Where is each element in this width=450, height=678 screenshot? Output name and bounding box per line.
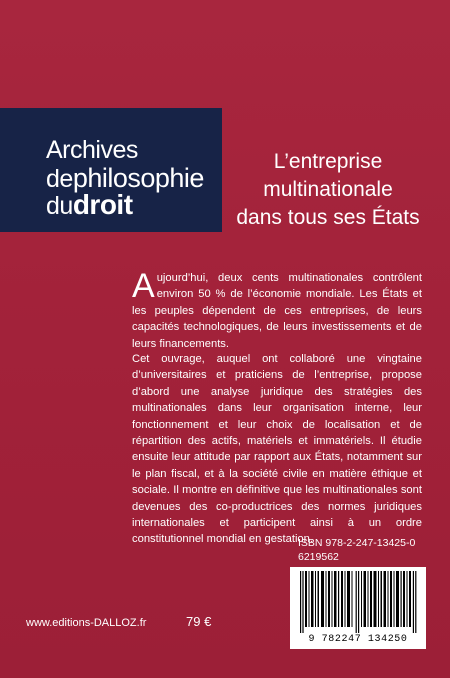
blurb-paragraph-1-text: ujourd’hui, deux cents multinationales contrôlent environ 50 % de l’économie mondiale. Les États et les peuples dépendent de ces entreprises, de leurs capacités technologiques, de leurs investissements et de leurs financements. — [132, 272, 422, 350]
barcode-bars-icon — [298, 571, 418, 633]
series-word-droit: droit — [72, 189, 133, 220]
barcode — [290, 567, 426, 649]
series-line-droit — [46, 189, 133, 221]
book-title — [236, 148, 420, 232]
title-line-1: L’entreprise — [273, 150, 383, 173]
series-prefix-de: de — [46, 165, 73, 193]
title-line-3: dans tous ses États — [236, 206, 420, 229]
series-prefix-du: du — [46, 192, 73, 220]
isbn-number: ISBN 978-2-247-13425-0 — [298, 537, 416, 549]
isbn-block — [298, 536, 415, 564]
blurb-paragraph-2: Cet ouvrage, auquel ont collaboré une vingtaine d’universitaires et praticiens de l’entreprise, propose d’abord une analyse juridique des stratégies des multinationales dans leur organisation interne, leur fonctionnement et leur choix de localisation et de répartition des actifs, matériels et immatériels. Il étudie ensuite leur attitude par rapport aux États, notamment sur le plan fiscal, et à la société civile en matière éthique et sociale. Il montre en définitive que les multinationales sont devenues des co-productrices des normes juridiques internationales et participent ainsi à un ordre constitutionnel mondial en gestation. — [132, 353, 422, 546]
series-logo-box — [0, 108, 222, 232]
publisher-website-link[interactable]: www.editions-DALLOZ.fr — [26, 617, 147, 629]
blurb-paragraph-1 — [132, 267, 422, 352]
series-word-philosophie: philosophie — [72, 163, 204, 193]
drop-cap: A — [132, 267, 155, 305]
series-line-archives: Archives — [46, 136, 138, 164]
barcode-digits: 9 782247 134250 — [308, 634, 408, 645]
internal-code: 6219562 — [298, 551, 339, 563]
price: 79 € — [186, 614, 212, 629]
title-line-2: multinationale — [263, 178, 393, 201]
